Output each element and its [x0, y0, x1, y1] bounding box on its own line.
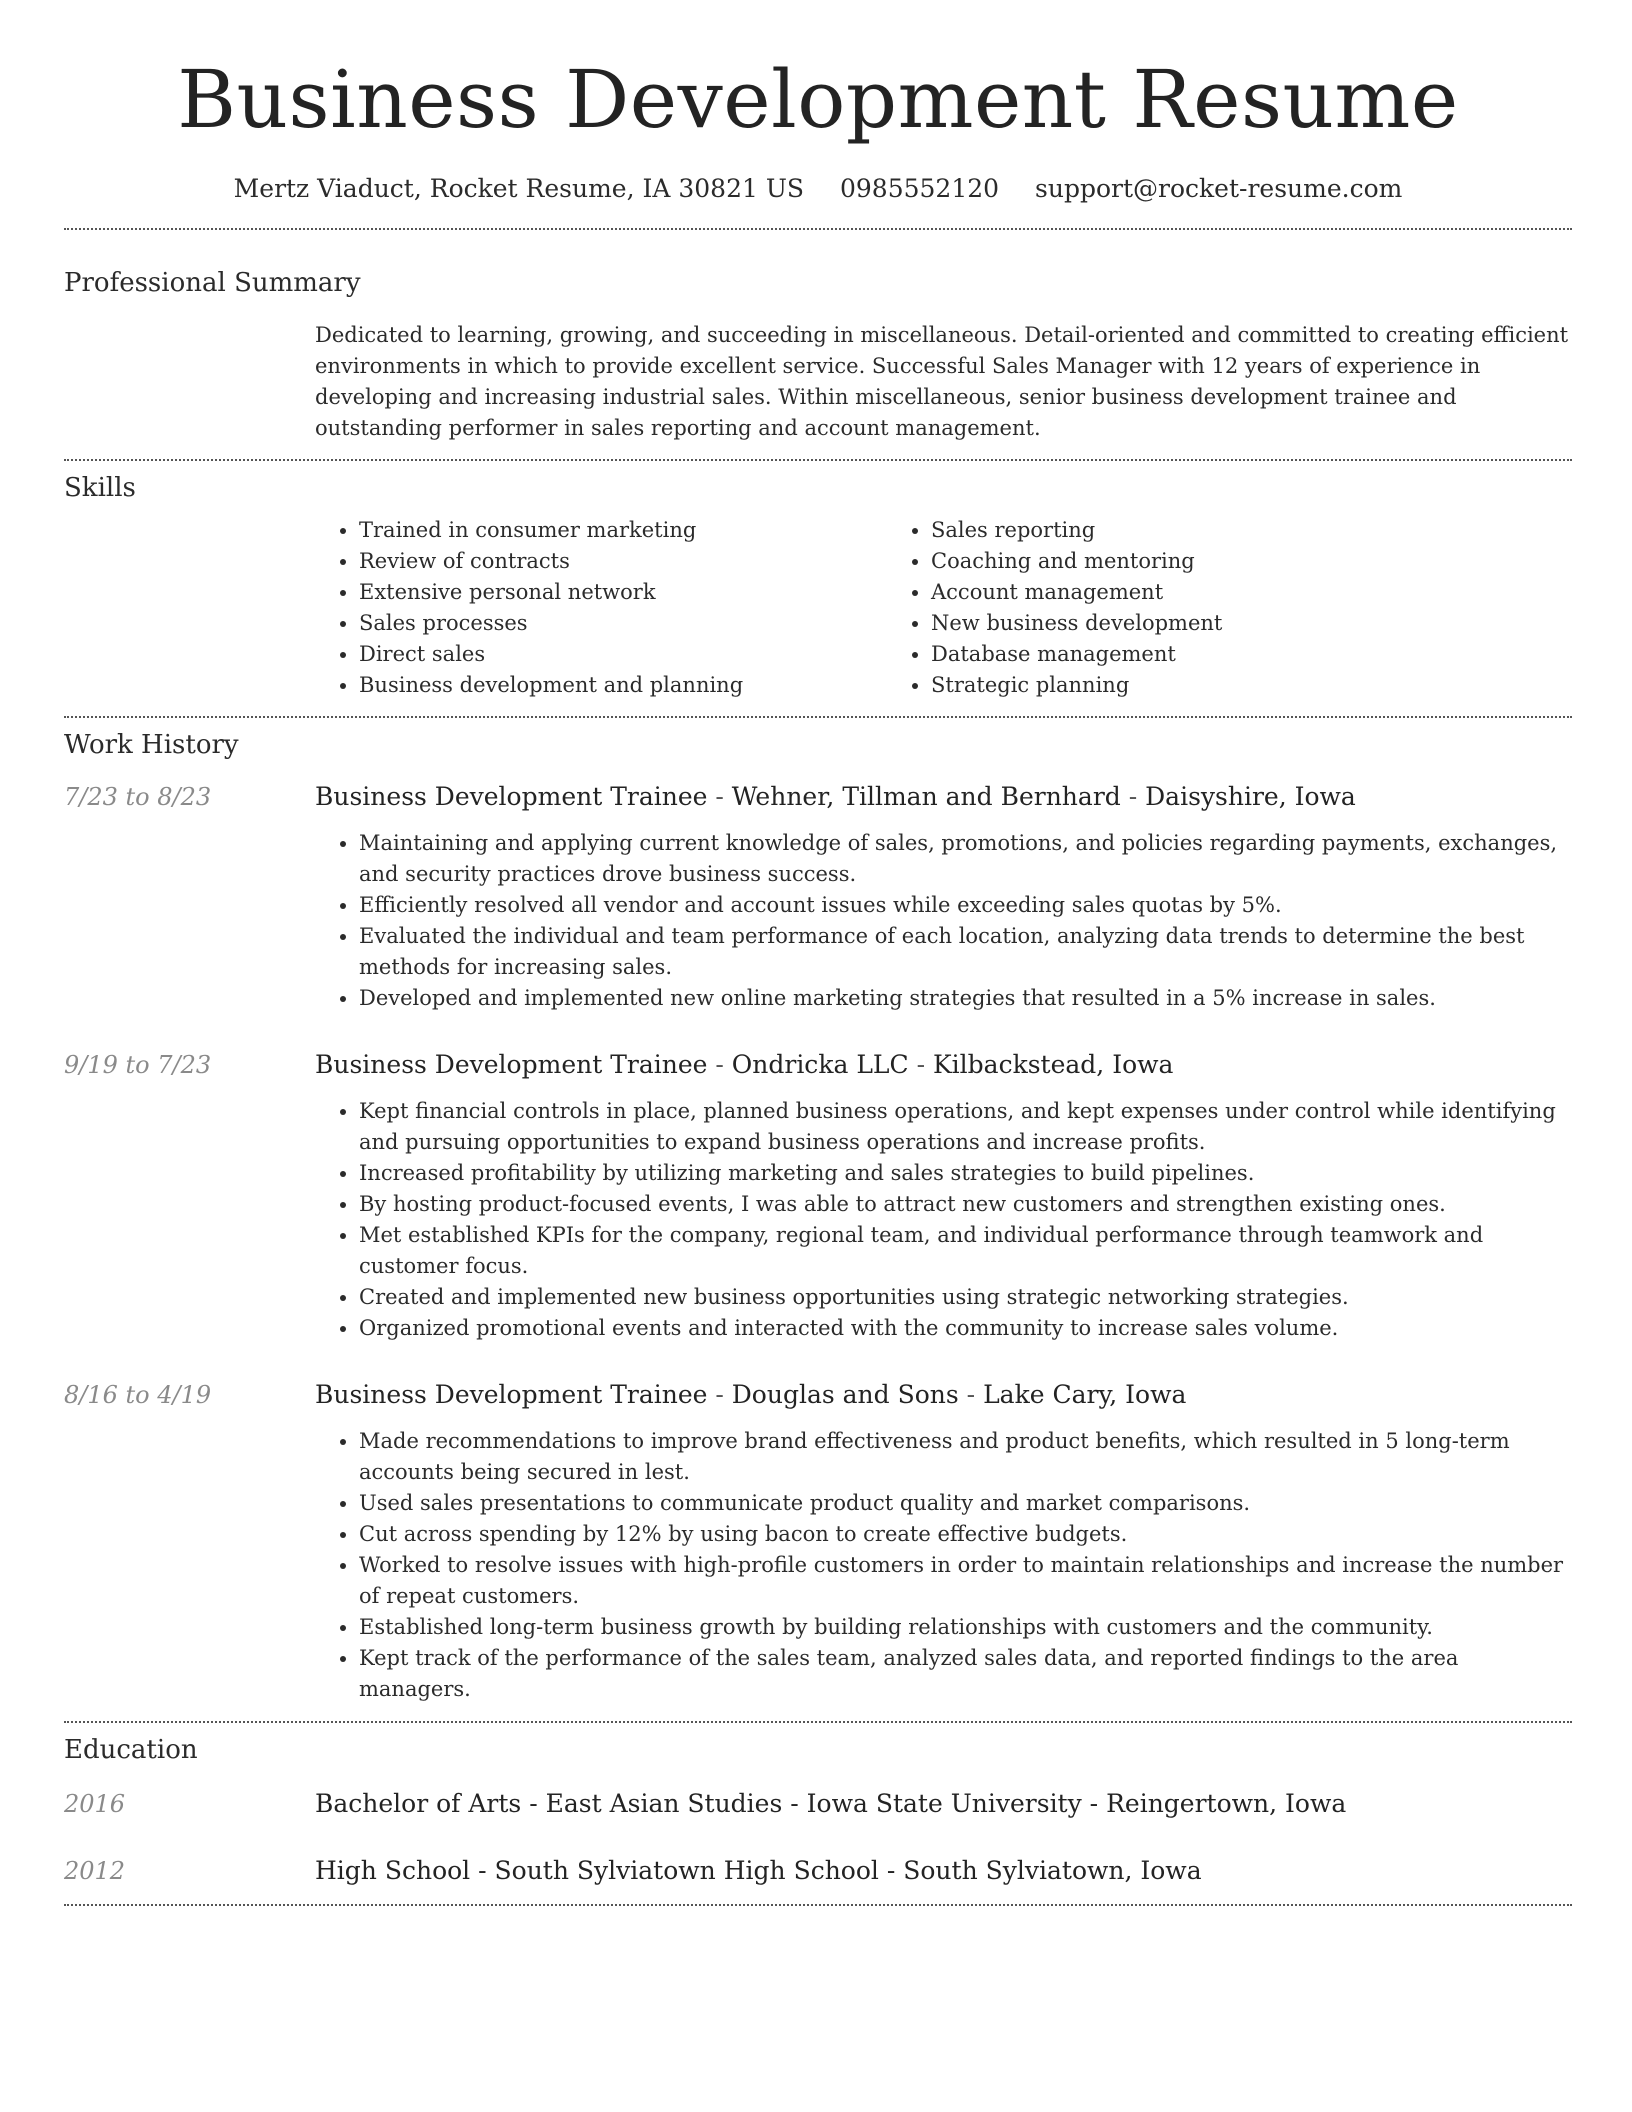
resume-page	[64, 0, 1572, 1906]
job-title	[315, 1048, 1173, 1082]
education-list	[64, 1787, 1572, 1888]
job-header	[64, 1048, 1572, 1082]
job-bullet: • Organized promotional events and interacted with the community to increase sales volume.	[359, 1313, 1572, 1344]
education-year: 2016	[64, 1790, 126, 1818]
job-bullet: • Met established KPIs for the company, regional team, and individual performance through teamwork and customer focus.	[359, 1220, 1572, 1282]
job-entry	[64, 1378, 1572, 1705]
separator: -	[521, 1789, 546, 1818]
separator: -	[1120, 782, 1146, 811]
separator: -	[707, 782, 732, 811]
job-company: Douglas and Sons	[731, 1380, 959, 1409]
job-bullet: • Increased profitability by utilizing marketing and sales strategies to build pipelines.	[359, 1158, 1572, 1189]
separator: -	[782, 1789, 807, 1818]
job-location: Kilbackstead, Iowa	[933, 1050, 1174, 1079]
job-header	[64, 780, 1572, 814]
section-heading-skills: Skills	[64, 473, 136, 503]
education-entry	[64, 1787, 1572, 1821]
education-school: South Sylviatown High School	[494, 1856, 879, 1885]
skill-item: • Business development and planning	[359, 670, 887, 701]
separator: -	[707, 1050, 732, 1079]
separator: -	[878, 1856, 904, 1885]
separator: -	[707, 1380, 732, 1409]
skill-item: • Strategic planning	[931, 670, 1459, 701]
education-degree: High School	[315, 1856, 471, 1885]
job-bullet: • Evaluated the individual and team performance of each location, analyzing data trends to determine the best methods for increasing sales.	[359, 921, 1572, 983]
email: support@rocket-resume.com	[1035, 174, 1403, 203]
skill-item: • Sales processes	[359, 608, 887, 639]
job-location: Daisyshire, Iowa	[1145, 782, 1356, 811]
job-position: Business Development Trainee	[315, 1050, 708, 1079]
job-bullet: • Efficiently resolved all vendor and account issues while exceeding sales quotas by 5%.	[359, 890, 1572, 921]
education-entry	[64, 1854, 1572, 1888]
education-section	[64, 1723, 1572, 1888]
skills-column-left	[315, 515, 887, 701]
job-bullet: • Established long-term business growth by building relationships with customers and the community.	[359, 1612, 1572, 1643]
separator: -	[470, 1856, 495, 1885]
skills-column-right	[887, 515, 1459, 701]
job-bullet: • Created and implemented new business opportunities using strategic networking strategies.	[359, 1282, 1572, 1313]
job-list	[64, 780, 1572, 1705]
summary-section	[64, 230, 1572, 444]
education-location: Reingertown, Iowa	[1106, 1789, 1347, 1818]
skill-item: • Review of contracts	[359, 546, 887, 577]
job-bullet: • Developed and implemented new online marketing strategies that resulted in a 5% increase in sales.	[359, 983, 1572, 1014]
summary-text: Dedicated to learning, growing, and succeeding in miscellaneous. Detail-oriented and committed to creating efficient environments in which to provide excellent service. Successful Sales Manager with 12 years of experience in developing and increasing industrial sales. Within miscellaneous, senior business development trainee and outstanding performer in sales reporting and account management.	[315, 323, 1569, 440]
skill-item: • Account management	[931, 577, 1459, 608]
job-position: Business Development Trainee	[315, 782, 708, 811]
address: Mertz Viaduct, Rocket Resume, IA 30821 US	[233, 174, 805, 203]
job-entry	[64, 780, 1572, 1014]
separator: -	[908, 1050, 933, 1079]
skill-item: • Sales reporting	[931, 515, 1459, 546]
job-title	[315, 780, 1356, 814]
job-title	[315, 1378, 1186, 1412]
job-bullet: • Cut across spending by 12% by using bacon to create effective budgets.	[359, 1519, 1572, 1550]
education-details	[315, 1854, 1202, 1888]
phone: 0985552120	[840, 174, 1000, 203]
job-company: Ondricka LLC	[731, 1050, 909, 1079]
job-bullet: • Kept track of the performance of the sales team, analyzed sales data, and reported findings to the area managers.	[359, 1643, 1572, 1705]
job-dates: 9/19 to 7/23	[64, 1051, 212, 1079]
contact-line	[64, 172, 1572, 206]
education-degree: Bachelor of Arts	[315, 1789, 522, 1818]
education-field: East Asian Studies	[545, 1789, 783, 1818]
job-entry	[64, 1048, 1572, 1344]
skill-item: • Trained in consumer marketing	[359, 515, 887, 546]
section-heading-education: Education	[64, 1735, 198, 1765]
job-bullet: • By hosting product-focused events, I was able to attract new customers and strengthen existing ones.	[359, 1189, 1572, 1220]
skill-item: • Database management	[931, 639, 1459, 670]
job-bullets	[315, 828, 1572, 1014]
section-heading-summary: Professional Summary	[64, 268, 361, 298]
work-section	[64, 718, 1572, 1705]
separator: -	[1081, 1789, 1107, 1818]
education-details	[315, 1787, 1346, 1821]
job-company: Wehner, Tillman and Bernhard	[731, 782, 1121, 811]
skills-section	[64, 461, 1572, 701]
skill-item: • Extensive personal network	[359, 577, 887, 608]
resume-title: Business Development Resume	[177, 53, 1459, 146]
job-location: Lake Cary, Iowa	[983, 1380, 1187, 1409]
job-dates: 7/23 to 8/23	[64, 783, 212, 811]
section-heading-work: Work History	[64, 730, 239, 760]
job-position: Business Development Trainee	[315, 1380, 708, 1409]
job-bullet: • Maintaining and applying current knowledge of sales, promotions, and policies regarding payments, exchanges, and security practices drove business success.	[359, 828, 1572, 890]
divider	[64, 1904, 1572, 1906]
job-bullet: • Worked to resolve issues with high-profile customers in order to maintain relationships and increase the number of repeat customers.	[359, 1550, 1572, 1612]
job-bullets	[315, 1426, 1572, 1705]
skill-item: • Direct sales	[359, 639, 887, 670]
skills-list	[315, 515, 1572, 701]
job-bullet: • Made recommendations to improve brand effectiveness and product benefits, which resulted in 5 long-term accounts being secured in lest.	[359, 1426, 1572, 1488]
job-header	[64, 1378, 1572, 1412]
education-school: Iowa State University	[806, 1789, 1082, 1818]
skill-item: • New business development	[931, 608, 1459, 639]
education-year: 2012	[64, 1857, 126, 1885]
education-location: South Sylviatown, Iowa	[903, 1856, 1202, 1885]
job-bullet: • Used sales presentations to communicate product quality and market comparisons.	[359, 1488, 1572, 1519]
job-dates: 8/16 to 4/19	[64, 1381, 212, 1409]
skill-item: • Coaching and mentoring	[931, 546, 1459, 577]
separator: -	[958, 1380, 984, 1409]
job-bullet: • Kept financial controls in place, planned business operations, and kept expenses under control while identifying and pursuing opportunities to expand business operations and increase profits.	[359, 1096, 1572, 1158]
job-bullets	[315, 1096, 1572, 1344]
